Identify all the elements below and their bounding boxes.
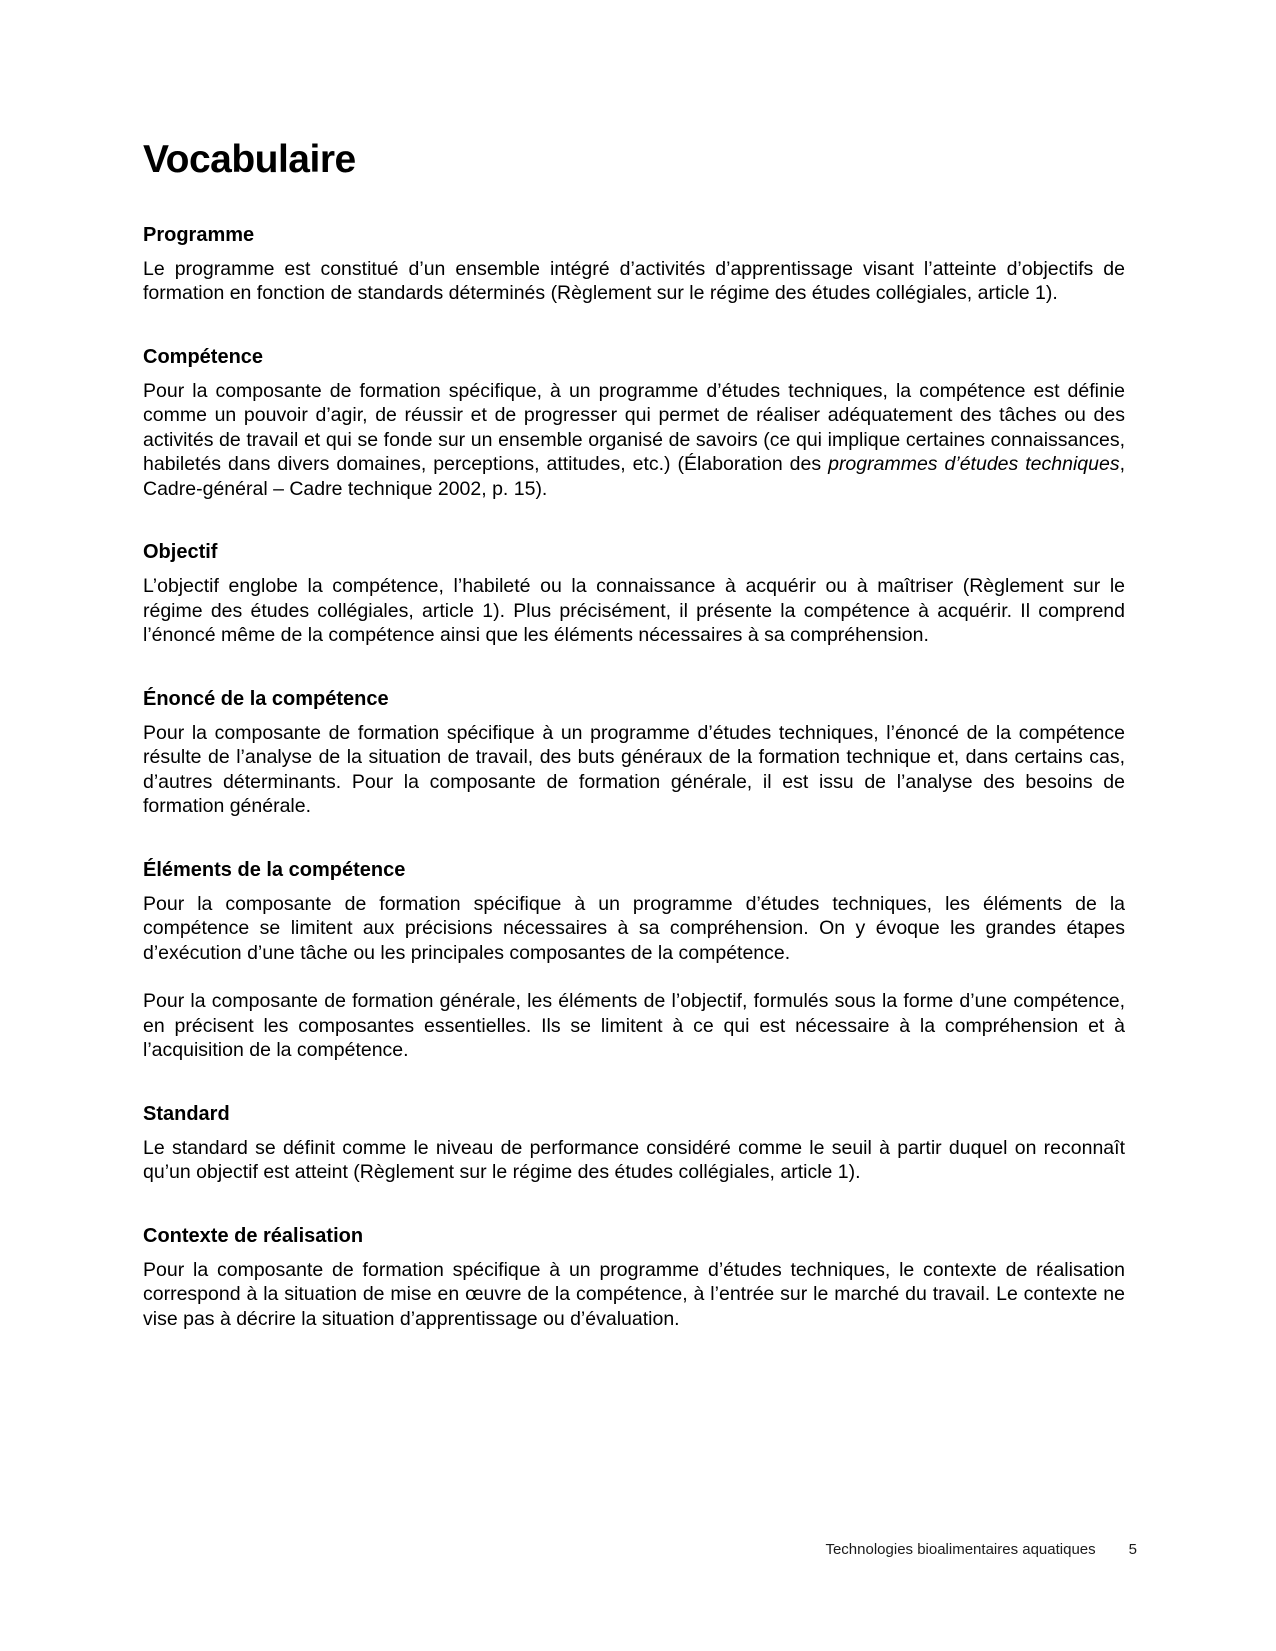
document-content <box>143 140 1125 1370</box>
paragraph-run: Pour la composante de formation spécifique, à un programme d’études techniques, la compétence est définie comme un pouvoir d’agir, de réussir et de progresser qui permet de réaliser adéquatement des tâches ou des activités de travail et qui se fonde sur un ensemble organisé de savoirs (ce qui implique certaines connaissances, habiletés dans divers domaines, perceptions, attitudes, etc.) (Élaboration des <box>143 379 1125 476</box>
section-contexte-de-realisation <box>143 1224 1125 1332</box>
section-paragraph <box>143 379 1125 502</box>
section-objectif <box>143 540 1125 648</box>
section-heading-competence: Compétence <box>143 345 264 368</box>
section-heading-elements: Éléments de la compétence <box>143 858 406 881</box>
section-competence <box>143 345 1125 502</box>
section-paragraph: Pour la composante de formation spécifique à un programme d’études techniques, l’énoncé de la compétence résulte de l’analyse de la situation de travail, des buts généraux de la formation technique et, dans certains cas, d’autres déterminants. Pour la composante de formation générale, il est issu de l’analyse des besoins de formation générale. <box>143 721 1125 818</box>
section-paragraph: Le standard se définit comme le niveau de performance considéré comme le seuil à partir duquel on reconnaît qu’un objectif est atteint (Règlement sur le régime des études collégiales, article 1). <box>143 1136 1125 1184</box>
section-heading-programme: Programme <box>143 223 255 246</box>
section-paragraph: Pour la composante de formation générale, les éléments de l’objectif, formulés sous la forme d’une compétence, en précisent les composantes essentielles. Ils se limitent à ce qui est nécessaire à la compréhension et à l’acquisition de la compétence. <box>143 990 1125 1062</box>
paragraph-run-italic: programmes d’études techniques <box>828 453 1120 476</box>
section-paragraph: L’objectif englobe la compétence, l’habileté ou la connaissance à acquérir ou à maîtriser (Règlement sur le régime des études collégiales, article 1). Plus précisément, il présente la compétence à acquérir. Il comprend l’énoncé même de la compétence ainsi que les éléments nécessaires à sa compréhension. <box>143 575 1125 647</box>
page-footer <box>825 1541 1137 1559</box>
section-heading-objectif: Objectif <box>143 541 218 564</box>
footer-document-title: Technologies bioalimentaires aquatiques <box>825 1541 1096 1558</box>
paragraph-run: , Cadre-général – Cadre technique 2002, p. 15). <box>143 453 1125 500</box>
section-heading-enonce: Énoncé de la compétence <box>143 687 389 710</box>
section-heading-contexte: Contexte de réalisation <box>143 1224 364 1247</box>
section-programme <box>143 223 1125 306</box>
footer-page-number: 5 <box>1128 1541 1137 1558</box>
section-paragraph: Pour la composante de formation spécifique à un programme d’études techniques, les éléments de la compétence se limitent aux précisions nécessaires à sa compréhension. On y évoque les grandes étapes d’exécution d’une tâche ou les principales composantes de la compétence. <box>143 892 1125 964</box>
section-standard <box>143 1102 1125 1185</box>
section-paragraph: Le programme est constitué d’un ensemble intégré d’activités d’apprentissage visant l’atteinte d’objectifs de formation en fonction de standards déterminés (Règlement sur le régime des études collégiales, article 1). <box>143 257 1125 305</box>
section-enonce-de-la-competence <box>143 687 1125 819</box>
page-title: Vocabulaire <box>143 138 356 181</box>
section-paragraph: Pour la composante de formation spécifique à un programme d’études techniques, le contexte de réalisation correspond à la situation de mise en œuvre de la compétence, à l’entrée sur le marché du travail. Le contexte ne vise pas à décrire la situation d’apprentissage ou d’évaluation. <box>143 1258 1125 1330</box>
section-heading-standard: Standard <box>143 1102 230 1125</box>
section-elements-de-la-competence <box>143 858 1125 1063</box>
